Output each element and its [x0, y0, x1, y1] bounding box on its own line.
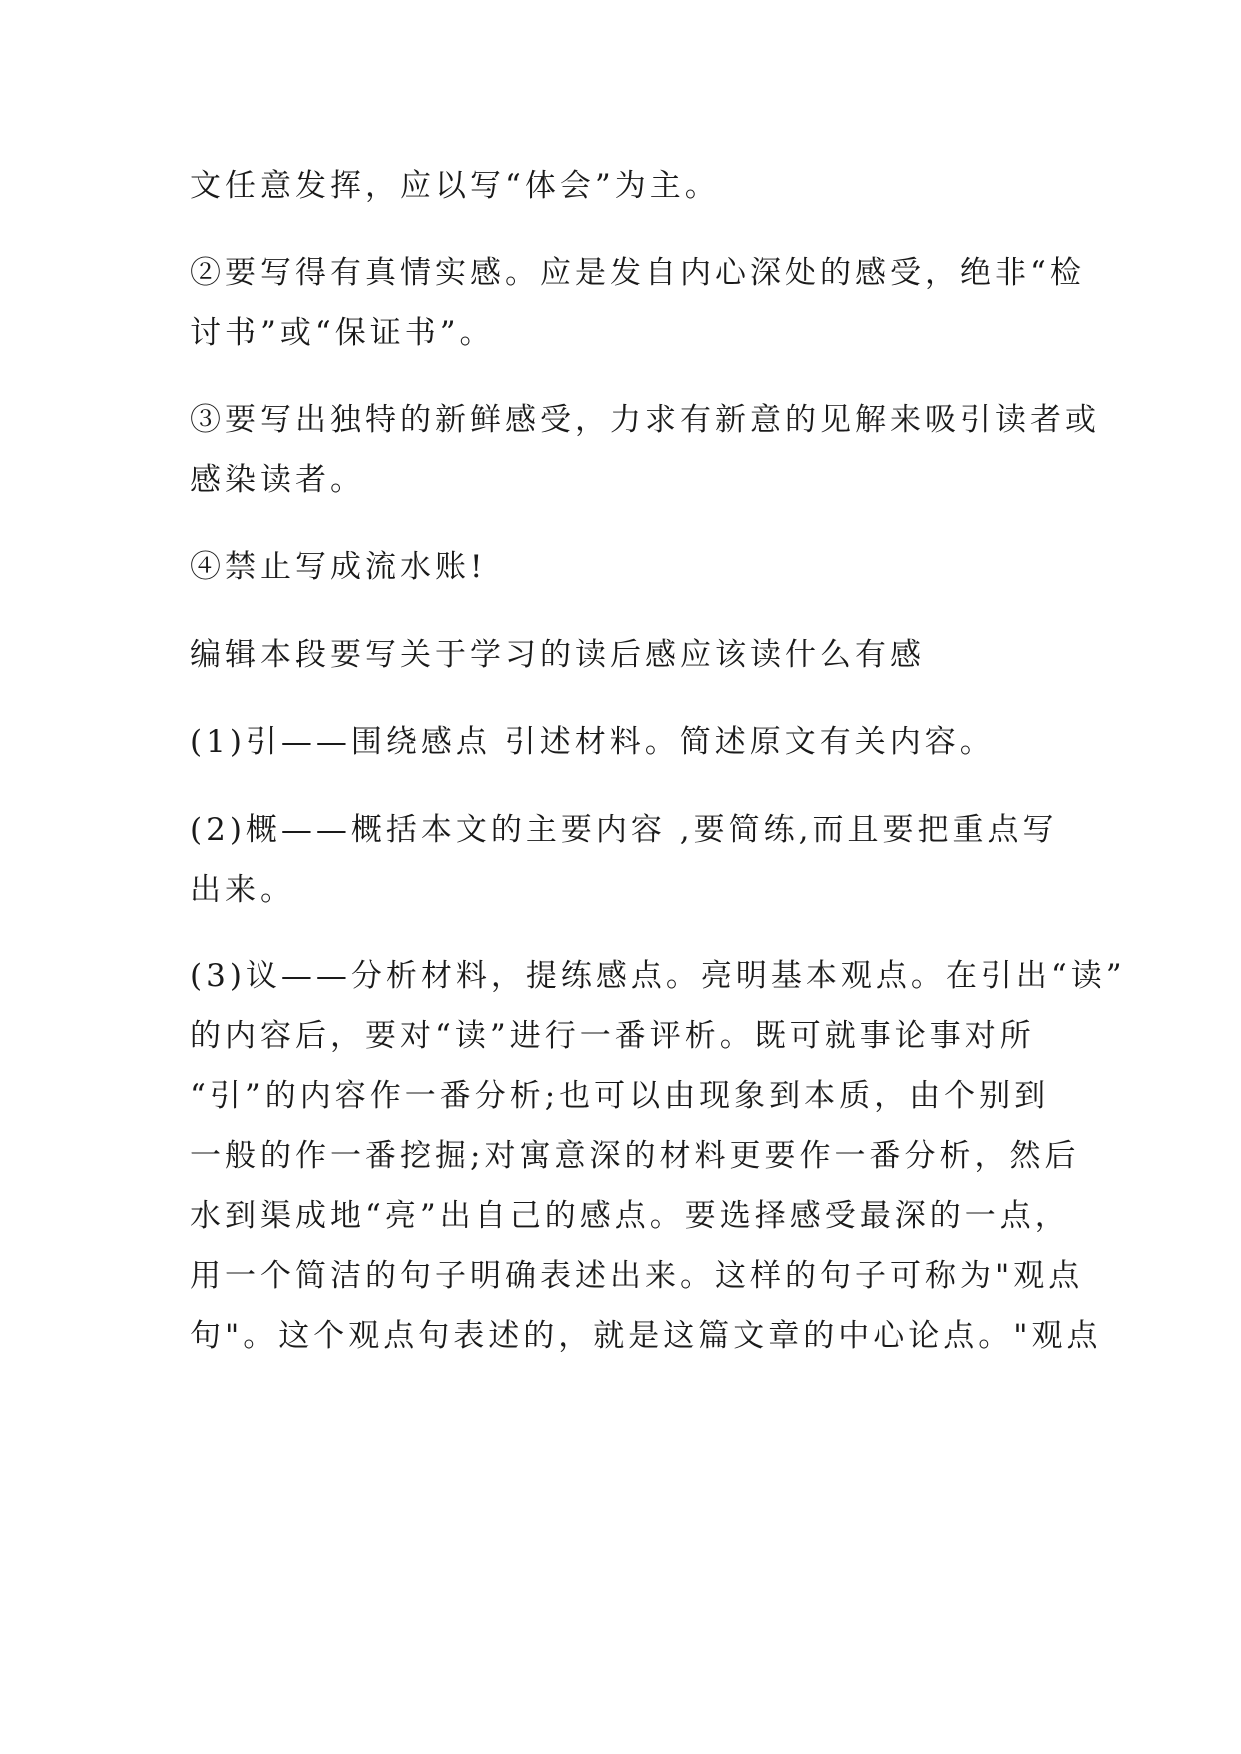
text-line: 句"。这个观点句表述的，就是这篇文章的中心论点。"观点	[190, 1318, 1102, 1354]
text-line: “引”的内容作一番分析;也可以由现象到本质，由个别到	[190, 1078, 1050, 1114]
text-line: 出来。	[190, 872, 295, 908]
paragraph-step-1	[190, 712, 1060, 772]
paragraph-writing-focus	[190, 156, 1060, 216]
text-line: 用一个简洁的句子明确表述出来。这样的句子可称为"观点	[190, 1258, 1084, 1294]
paragraph-point-3	[190, 390, 1100, 510]
section-heading	[190, 625, 1060, 685]
paragraph-point-2	[190, 243, 1085, 363]
text-line: 文任意发挥，应以写“体会”为主。	[190, 168, 720, 204]
text-line: ④禁止写成流水账!	[190, 549, 487, 585]
text-line: ②要写得有真情实感。应是发自内心深处的感受，绝非“检	[190, 255, 1085, 291]
text-line: (1)引——围绕感点 引述材料。简述原文有关内容。	[190, 724, 995, 760]
text-line: ③要写出独特的新鲜感受，力求有新意的见解来吸引读者或	[190, 402, 1100, 438]
text-line: (2)概——概括本文的主要内容 ,要简练,而且要把重点写	[190, 812, 1058, 848]
paragraph-point-4	[190, 537, 1060, 597]
text-line: 一般的作一番挖掘;对寓意深的材料更要作一番分析，然后	[190, 1138, 1080, 1174]
text-line: 讨书”或“保证书”。	[190, 315, 495, 351]
paragraph-step-3	[190, 946, 1126, 1366]
text-line: 水到渠成地“亮”出自己的感点。要选择感受最深的一点，	[190, 1198, 1070, 1234]
text-line: 感染读者。	[190, 462, 365, 498]
text-line: 编辑本段要写关于学习的读后感应该读什么有感	[190, 637, 925, 673]
text-line: 的内容后，要对“读”进行一番评析。既可就事论事对所	[190, 1018, 1035, 1054]
paragraph-step-2	[190, 800, 1060, 920]
text-line: (3)议——分析材料，提练感点。亮明基本观点。在引出“读”	[190, 958, 1126, 994]
